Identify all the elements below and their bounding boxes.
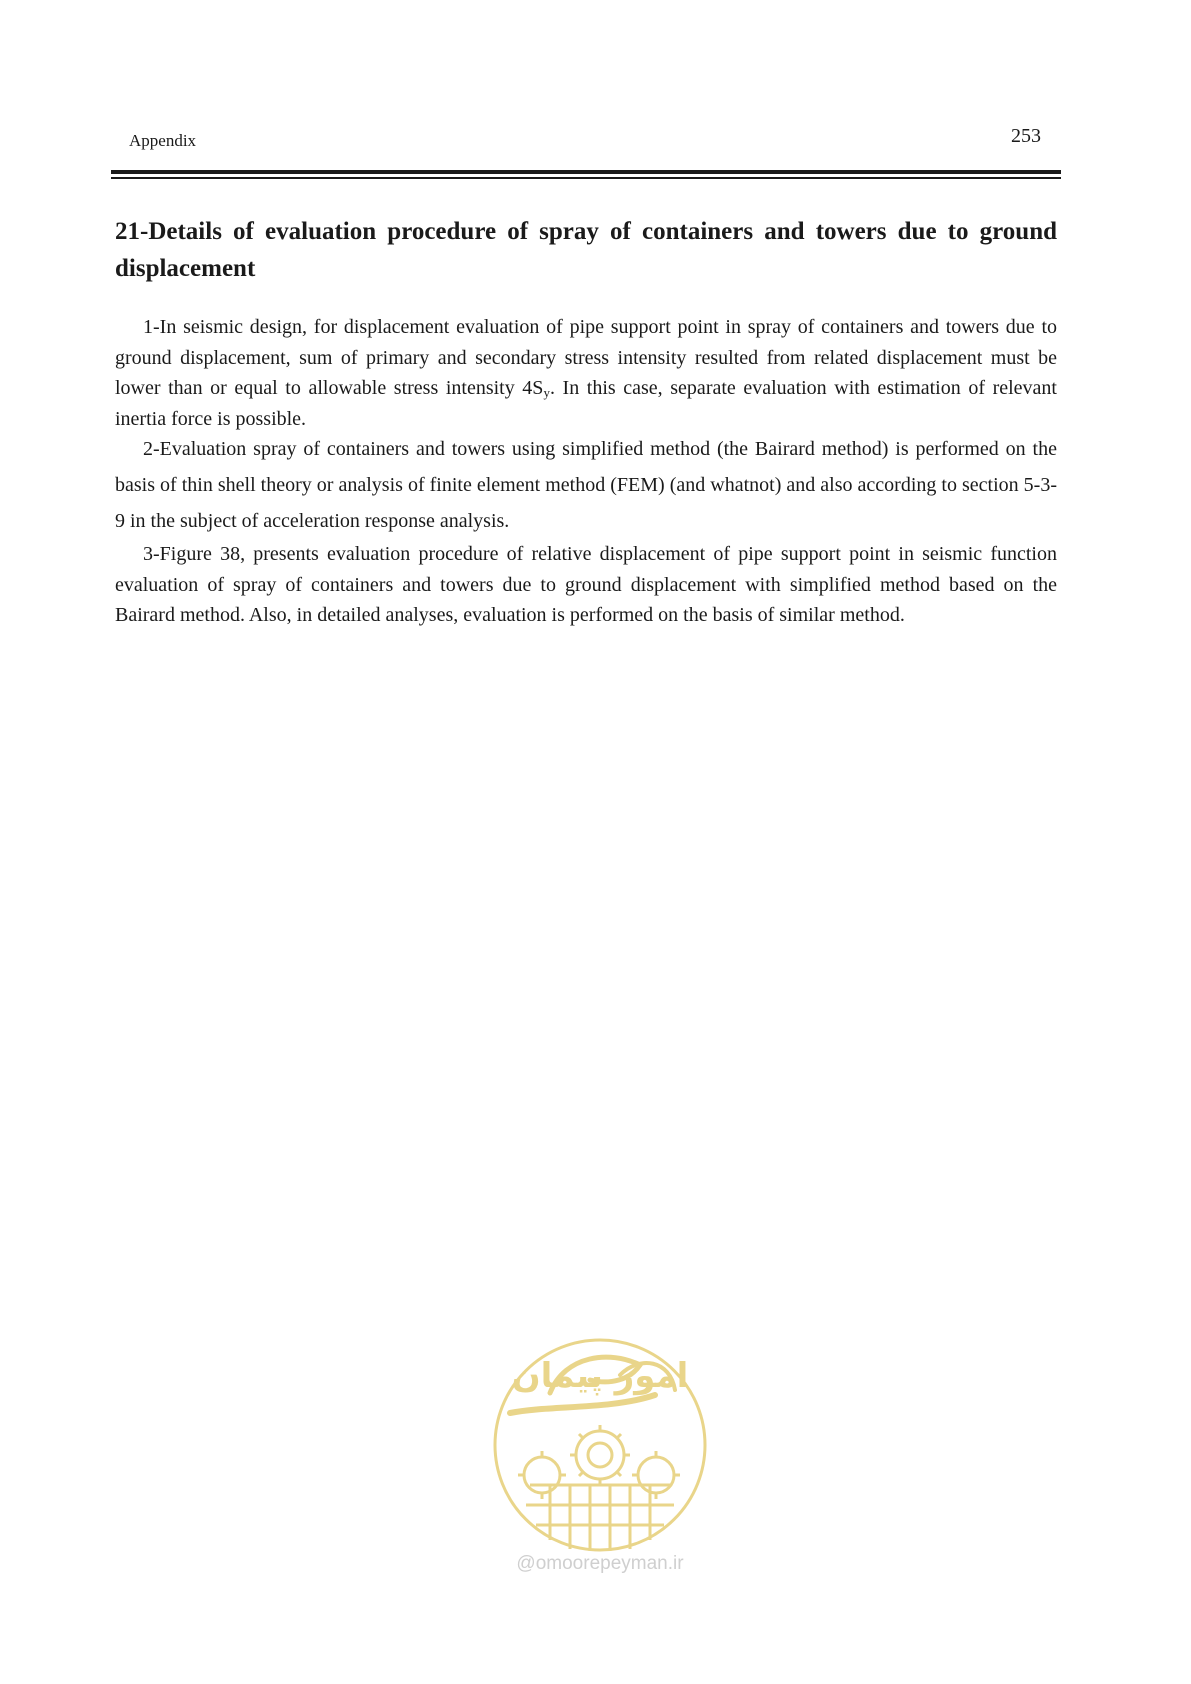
paragraph-1-text-end: . In this case, separate evaluation with estimation of relevant inertia force is possible.	[115, 377, 1057, 430]
watermark-logo	[490, 1335, 710, 1575]
paragraph-1-text: 1-In seismic design, for displacement evaluation of pipe support point in spray of containers and towers due to ground displacement, sum of primary and secondary stress intensity resulted from related displacement must be lower than or equal to allowable stress intensity 4S	[115, 316, 1057, 399]
paragraph-3: 3-Figure 38, presents evaluation procedure of relative displacement of pipe support point in seismic function evaluation of spray of containers and towers due to ground displacement with simplified method based on the Bairard method. Also, in detailed analyses, evaluation is performed on the basis of similar method.	[115, 543, 1057, 626]
paragraph-2: 2-Evaluation spray of containers and towers using simplified method (the Bairard method) is performed on the basis of thin shell theory or analysis of finite element method (FEM) (and whatnot) and also according to section 5-3-9 in the subject of acceleration response analysis.	[115, 438, 1057, 532]
header-rule-thick	[111, 170, 1061, 174]
subscript-y: y	[543, 385, 550, 400]
section-title: 21-Details of evaluation procedure of spray of containers and towers due to ground displacement	[115, 218, 1057, 282]
body-text	[115, 312, 1057, 631]
running-header: Appendix	[129, 131, 197, 150]
watermark-seal-icon	[490, 1335, 710, 1555]
watermark-url: @omoorepeyman.ir	[516, 1553, 684, 1574]
page-number: 253	[1011, 125, 1041, 147]
paragraph-1	[115, 312, 1057, 434]
watermark-logo-text: امور پیمان	[511, 1356, 689, 1396]
header-rule-thin	[111, 177, 1061, 179]
